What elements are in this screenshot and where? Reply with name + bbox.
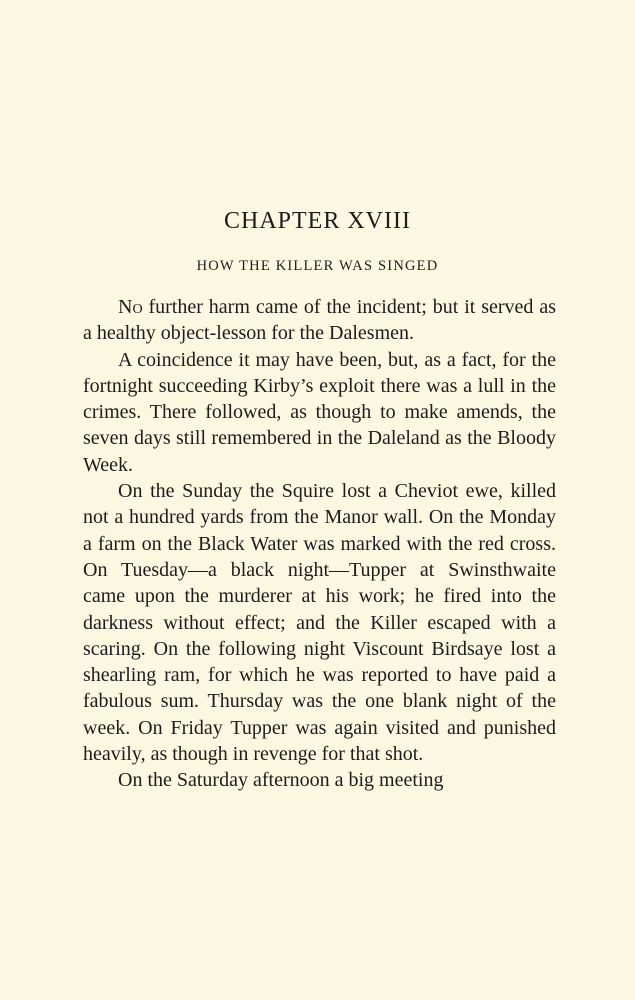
paragraph-text: On the Saturday afternoon a big meeting	[118, 769, 444, 792]
paragraph	[83, 294, 556, 347]
chapter-title: CHAPTER XVIII	[224, 208, 411, 234]
paragraph-lead: No	[118, 296, 143, 318]
paragraph-text: further harm came of the incident; but it served as a healthy object-lesson for the Dalesmen.	[83, 296, 556, 345]
paragraph-text: On the Sunday the Squire lost a Cheviot ewe, killed not a hundred yards from the Manor wall. On the Monday a farm on the Black Water was marked with the red cross. On Tuesday—a black night—Tupper at Swinsthwaite came upon the murderer at his work; he fired into the darkness without effect; and the Killer escaped with a scaring. On the following night Viscount Birdsaye lost a shearling ram, for which he was reported to have paid a fabulous sum. Thursday was the one blank night of the week. On Friday Tupper was again visited and punished heavily, as though in revenge for that shot.	[83, 480, 556, 766]
paragraph-text: A coincidence it may have been, but, as a fact, for the fortnight succeeding Kirby’s exploit there was a lull in the crimes. There followed, as though to make amends, the seven days still remembered in the Daleland as the Bloody Week.	[83, 348, 556, 476]
paragraph	[83, 347, 556, 478]
body-text	[83, 294, 556, 794]
chapter-subtitle: HOW THE KILLER WAS SINGED	[196, 258, 439, 274]
paragraph	[83, 478, 556, 767]
paragraph	[83, 767, 556, 793]
